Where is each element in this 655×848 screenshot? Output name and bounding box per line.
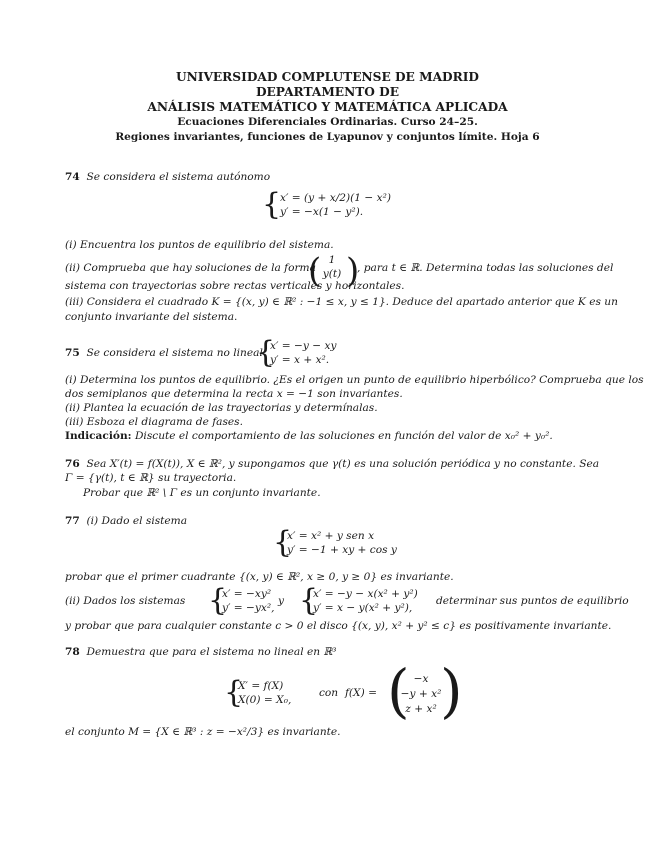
problem-77-number: 77 bbox=[65, 515, 80, 527]
problem-78-eq2: X(0) = X₀, bbox=[238, 694, 292, 706]
university-title: UNIVERSIDAD COMPLUTENSE DE MADRID bbox=[175, 70, 480, 84]
problem-74-vector: 1 y(t) bbox=[322, 254, 342, 280]
problem-75-eq2: y′ = x + x². bbox=[270, 354, 330, 366]
department-line-2: ANÁLISIS MATEMÁTICO Y MATEMÁTICA APLICADA bbox=[147, 100, 508, 114]
problem-74-eq2: y′ = −x(1 − y²). bbox=[280, 206, 364, 218]
department-line-1: DEPARTAMENTO DE bbox=[255, 85, 400, 99]
problem-76-line1: 76 Sea X′(t) = f(X(t)), X ∈ ℝ², y supongamos que γ(t) es una solución periódica y no constante. Sea bbox=[65, 458, 600, 470]
problem-74-system: { x′ = (y + x/2)(1 − x²) y′ = −x(1 − y²). bbox=[262, 187, 391, 222]
problem-76-line2: Γ = {γ(t), t ∈ ℝ} su trayectoria. bbox=[65, 472, 237, 484]
problem-77-conclusion: probar que el primer cuadrante {(x, y) ∈ ℝ², x ≥ 0, y ≥ 0} es invariante. bbox=[65, 571, 454, 583]
problem-77-part-ii-a: (ii) Dados los sistemas bbox=[65, 595, 186, 607]
course-title: Ecuaciones Diferenciales Ordinarias. Curso 24–25. bbox=[177, 116, 478, 128]
problem-74-part-ii-b: , para t ∈ ℝ. Determina todas las soluciones del bbox=[357, 262, 614, 274]
problem-78-statement: 78 Demuestra que para el sistema no lineal en ℝ³ bbox=[65, 646, 337, 658]
sheet-title: Regiones invariantes, funciones de Lyapunov y conjuntos límite. Hoja 6 bbox=[115, 131, 540, 143]
problem-77-conjunction: y bbox=[278, 595, 284, 607]
problem-77-part-ii-b: determinar sus puntos de equilibrio bbox=[436, 595, 629, 607]
system-a-eq1: x′ = −xy² bbox=[222, 588, 272, 600]
exercise-sheet: UNIVERSIDAD COMPLUTENSE DE MADRID DEPARTAMENTO DE ANÁLISIS MATEMÁTICO Y MATEMÁTICA APLICADA Ecuaciones Diferenciales Ordinarias. Curso 24–25. Regiones invariantes, funciones de Lyapunov y conjuntos límite. Hoja 6 74 Se considera el sistema autónomo { x′ = (y + x/2)(1 − x²) y′ = −x(1 − y²). (i) Encuentra los puntos de equilibrio del sistema. (ii) Comprueba que hay soluciones de la forma ( 1 y(t) ) , para t ∈ ℝ. Determina todas las soluciones del sistema con trayectorias sobre rectas verticales y horizontales. (iii) Considera el cuadrado K = {(x, y) ∈ ℝ² : −1 ≤ x, y ≤ 1}. Deduce del apartado anterior que K es un conjunto invariante del sistema. 75 Se considera el sistema no lineal { x′ = −y − xy y′ = x + x². (i) Determina los puntos de equilibrio. ¿Es el origen un punto de equilibrio hiperbólico? Comprueba que los dos semiplanos que determina la recta x = −1 son invariantes. (ii) Plantea la ecuación de las trayectorias y determínalas. (iii) Esboza el diagrama de fases. Indicación: Discute el comportamiento de las soluciones en función del valor de x₀² + y₀². 76 Sea X′(t) = f(X(t)), X ∈ ℝ², y supongamos que γ(t) es una solución periódica y no constante. Sea Γ = {γ(t), t ∈ ℝ} su trayectoria. Probar que ℝ² \ Γ es un conjunto invariante. 77 (i) Dado el sistema { x′ = x² + y sen x y′ = −1 + xy + cos y probar que el primer cuadrante {(x, y) ∈ ℝ², x ≥ 0, y ≥ 0} es invariante. (ii) Dados los sistemas { x′ = −xy² y′ = −yx², y { x′ = −y − x(x² + y²) y′ = x − y(x² + y²), determinar sus puntos de equilibrio y probar que para cualquier constante c > 0 el disco {(x, y), x² + y² ≤ c} es positivamente invariante. 78 Demuestra que para el sistema no lineal en ℝ³ { X′ = f(X) X(0) = X₀, con f(X) = ( −x −y + x² z + x² ) el conjunto M = {X ∈ ℝ³ : z = −x²/3} es invariante. bbox=[0, 0, 655, 848]
problem-74-eq1: x′ = (y + x/2)(1 − x²) bbox=[280, 192, 391, 204]
problem-77-eq1: x′ = x² + y sen x bbox=[287, 530, 375, 542]
problem-75-statement: 75 Se considera el sistema no lineal bbox=[65, 347, 263, 359]
problem-76-line3: Probar que ℝ² \ Γ es un conjunto invariante. bbox=[83, 487, 321, 499]
system-b-eq2: y′ = x − y(x² + y²), bbox=[313, 602, 413, 614]
problem-77-system: { x′ = x² + y sen x y′ = −1 + xy + cos y bbox=[273, 525, 397, 560]
problem-78-number: 78 bbox=[65, 646, 80, 658]
problem-74-part-i: (i) Encuentra los puntos de equilibrio del sistema. bbox=[65, 239, 334, 251]
problem-77-system-a: { x′ = −xy² y′ = −yx², bbox=[208, 583, 275, 618]
system-b-eq1: x′ = −y − x(x² + y²) bbox=[313, 588, 418, 600]
problem-78-con: con bbox=[319, 687, 339, 699]
problem-75-part-ii: (ii) Plantea la ecuación de las trayectorias y determínalas. bbox=[65, 402, 378, 414]
problem-75-system: { x′ = −y − xy y′ = x + x². bbox=[256, 335, 337, 370]
problem-78-eq1: X′ = f(X) bbox=[238, 680, 284, 692]
problem-76-number: 76 bbox=[65, 458, 80, 470]
problem-77-part-ii-c: y probar que para cualquier constante c > 0 el disco {(x, y), x² + y² ≤ c} es positivamente invariante. bbox=[65, 620, 612, 632]
problem-74-number: 74 bbox=[65, 171, 80, 183]
problem-77-statement: 77 (i) Dado el sistema bbox=[65, 515, 188, 527]
problem-74-part-iii-b: conjunto invariante del sistema. bbox=[65, 311, 238, 323]
problem-78-f-label: f(X) = bbox=[345, 687, 377, 699]
problem-74-statement: 74 Se considera el sistema autónomo bbox=[65, 171, 271, 183]
problem-75-part-iii: (iii) Esboza el diagrama de fases. bbox=[65, 416, 243, 428]
hint-label: Indicación: bbox=[65, 430, 132, 442]
problem-74-part-iii-a: (iii) Considera el cuadrado K = {(x, y) ∈ ℝ² : −1 ≤ x, y ≤ 1}. Deduce del apartado anterior que K es un bbox=[65, 296, 618, 308]
problem-78-system: { X′ = f(X) X(0) = X₀, bbox=[224, 675, 292, 710]
problem-75-hint: Indicación: Discute el comportamiento de las soluciones en función del valor de x₀² + y₀². bbox=[65, 430, 553, 442]
problem-75-eq1: x′ = −y − xy bbox=[270, 340, 337, 352]
system-a-eq2: y′ = −yx², bbox=[222, 602, 275, 614]
problem-75-part-i-a: (i) Determina los puntos de equilibrio. ¿Es el origen un punto de equilibrio hiperbólico? Comprueba que los bbox=[65, 374, 644, 386]
problem-75-number: 75 bbox=[65, 347, 80, 359]
problem-77-system-b: { x′ = −y − x(x² + y²) y′ = x − y(x² + y²), bbox=[299, 583, 418, 618]
problem-77-eq2: y′ = −1 + xy + cos y bbox=[287, 544, 397, 556]
problem-74-part-ii-a: (ii) Comprueba que hay soluciones de la forma bbox=[65, 262, 316, 274]
problem-75-part-i-b: dos semiplanos que determina la recta x = −1 son invariantes. bbox=[65, 388, 403, 400]
problem-74-part-ii-c: sistema con trayectorias sobre rectas verticales y horizontales. bbox=[65, 280, 405, 292]
problem-78-vector: −x −y + x² z + x² bbox=[400, 673, 442, 715]
problem-78-conclusion: el conjunto M = {X ∈ ℝ³ : z = −x²/3} es invariante. bbox=[65, 726, 341, 738]
